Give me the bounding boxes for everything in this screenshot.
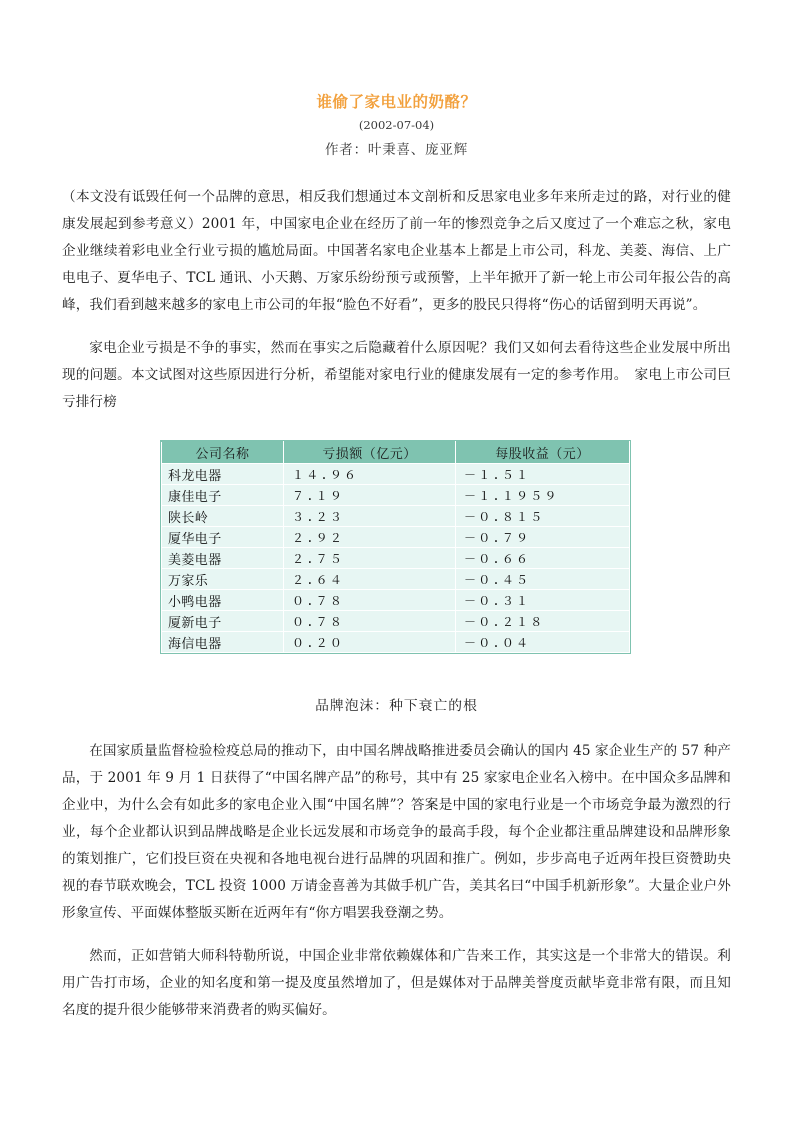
cell-eps: －０.０４ xyxy=(456,632,630,653)
cell-eps: －０.８１５ xyxy=(456,506,630,527)
table-row xyxy=(162,548,630,569)
table-row xyxy=(162,485,630,506)
cell-company-name: 万家乐 xyxy=(162,569,284,590)
table-row xyxy=(162,611,630,632)
column-header-eps: 每股收益（元） xyxy=(456,442,630,464)
table-row xyxy=(162,569,630,590)
paragraph-brand-bubble: 在国家质量监督检验检疫总局的推动下，由中国名牌战略推进委员会确认的国内 45 家企业生产的 57 种产品，于 2001 年 9 月 1 日获得了“中国名牌产品”的称号，其中有 25 家家电企业名入榜中。在中国众多品牌和企业中，为什么会有如此多的家电企业入围“中国名牌”？答案是中国的家电行业是一个市场竞争最为激烈的行业，每个企业都认识到品牌战略是企业长远发展和市场竞争的最高手段，每个企业都注重品牌建设和品牌形象的策划推广，它们投巨资在央视和各地电视台进行品牌的巩固和推广。例如，步步高电子近两年投巨资赞助央视的春节联欢晚会，TCL 投资 1000 万请金喜善为其做手机广告，美其名曰“中国手机新形象”。大量企业户外形象宣传、平面媒体整版买断在近两年有“你方唱罢我登潮之势。 xyxy=(62,743,731,922)
table-row xyxy=(162,506,630,527)
cell-loss-amount: ３.２３ xyxy=(284,506,456,527)
cell-company-name: 厦新电子 xyxy=(162,611,284,632)
loss-ranking-table xyxy=(161,441,630,653)
table-body xyxy=(162,464,630,653)
cell-loss-amount: ７.１９ xyxy=(284,485,456,506)
cell-company-name: 海信电器 xyxy=(162,632,284,653)
cell-eps: －１.１９５９ xyxy=(456,485,630,506)
page-title: 谁偷了家电业的奶酪？ xyxy=(316,92,477,111)
cell-loss-amount: ０.２０ xyxy=(284,632,456,653)
column-header-company: 公司名称 xyxy=(162,442,284,464)
cell-loss-amount: ０.７８ xyxy=(284,590,456,611)
cell-company-name: 厦华电子 xyxy=(162,527,284,548)
loss-table-container xyxy=(62,440,731,658)
table-row xyxy=(162,464,630,485)
author-line: 作者：叶秉喜、庞亚辉 xyxy=(325,142,468,159)
cell-eps: －０.６６ xyxy=(456,548,630,569)
table-header-row xyxy=(162,442,630,464)
cell-loss-amount: １４.９６ xyxy=(284,464,456,485)
paragraph-overview: 家电企业亏损是不争的事实，然而在事实之后隐藏着什么原因呢？我们又如何去看待这些企业发展中所出现的问题。本文试图对这些原因进行分析，希望能对家电行业的健康发展有一定的参考作用。 家电上市公司巨亏排行榜 xyxy=(62,340,731,411)
cell-eps: －０.４５ xyxy=(456,569,630,590)
cell-loss-amount: ２.６４ xyxy=(284,569,456,590)
cell-company-name: 康佳电子 xyxy=(162,485,284,506)
cell-company-name: 美菱电器 xyxy=(162,548,284,569)
cell-eps: －０.７９ xyxy=(456,527,630,548)
cell-company-name: 陕长岭 xyxy=(162,506,284,527)
cell-eps: －１.５１ xyxy=(456,464,630,485)
cell-eps: －０.２１８ xyxy=(456,611,630,632)
cell-loss-amount: ２.７５ xyxy=(284,548,456,569)
section-heading: 品牌泡沫：种下衰亡的根 xyxy=(315,698,478,715)
cell-company-name: 科龙电器 xyxy=(162,464,284,485)
column-header-loss: 亏损额（亿元） xyxy=(284,442,456,464)
loss-table-frame xyxy=(160,440,631,654)
paragraph-kotler: 然而，正如营销大师科特勒所说，中国企业非常依赖媒体和广告来工作，其实这是一个非常大的错误。利用广告打市场，企业的知名度和第一提及度虽然增加了，但是媒体对于品牌美誉度贡献毕竟非常有限，而且知名度的提升很少能够带来消费者的购买偏好。 xyxy=(62,948,731,1019)
cell-loss-amount: ２.９２ xyxy=(284,527,456,548)
cell-loss-amount: ０.７８ xyxy=(284,611,456,632)
table-row xyxy=(162,590,630,611)
paragraph-intro: （本文没有诋毁任何一个品牌的意思，相反我们想通过本文剖析和反思家电业多年来所走过的路，对行业的健康发展起到参考意义）2001 年，中国家电企业在经历了前一年的惨烈竞争之后又度过了一个难忘之秋，家电企业继续着彩电业全行业亏损的尴尬局面。中国著名家电企业基本上都是上市公司，科龙、美菱、海信、上广电电子、夏华电子、TCL 通讯、小天鹅、万家乐纷纷预亏或预警，上半年掀开了新一轮上市公司年报公告的高峰，我们看到越来越多的家电上市公司的年报“脸色不好看”，更多的股民只得将“伤心的话留到明天再说”。 xyxy=(62,189,731,314)
cell-eps: －０.３１ xyxy=(456,590,630,611)
table-header xyxy=(162,442,630,464)
publish-date: (2002-07-04) xyxy=(358,118,435,133)
table-row xyxy=(162,527,630,548)
table-row xyxy=(162,632,630,653)
cell-company-name: 小鸭电器 xyxy=(162,590,284,611)
